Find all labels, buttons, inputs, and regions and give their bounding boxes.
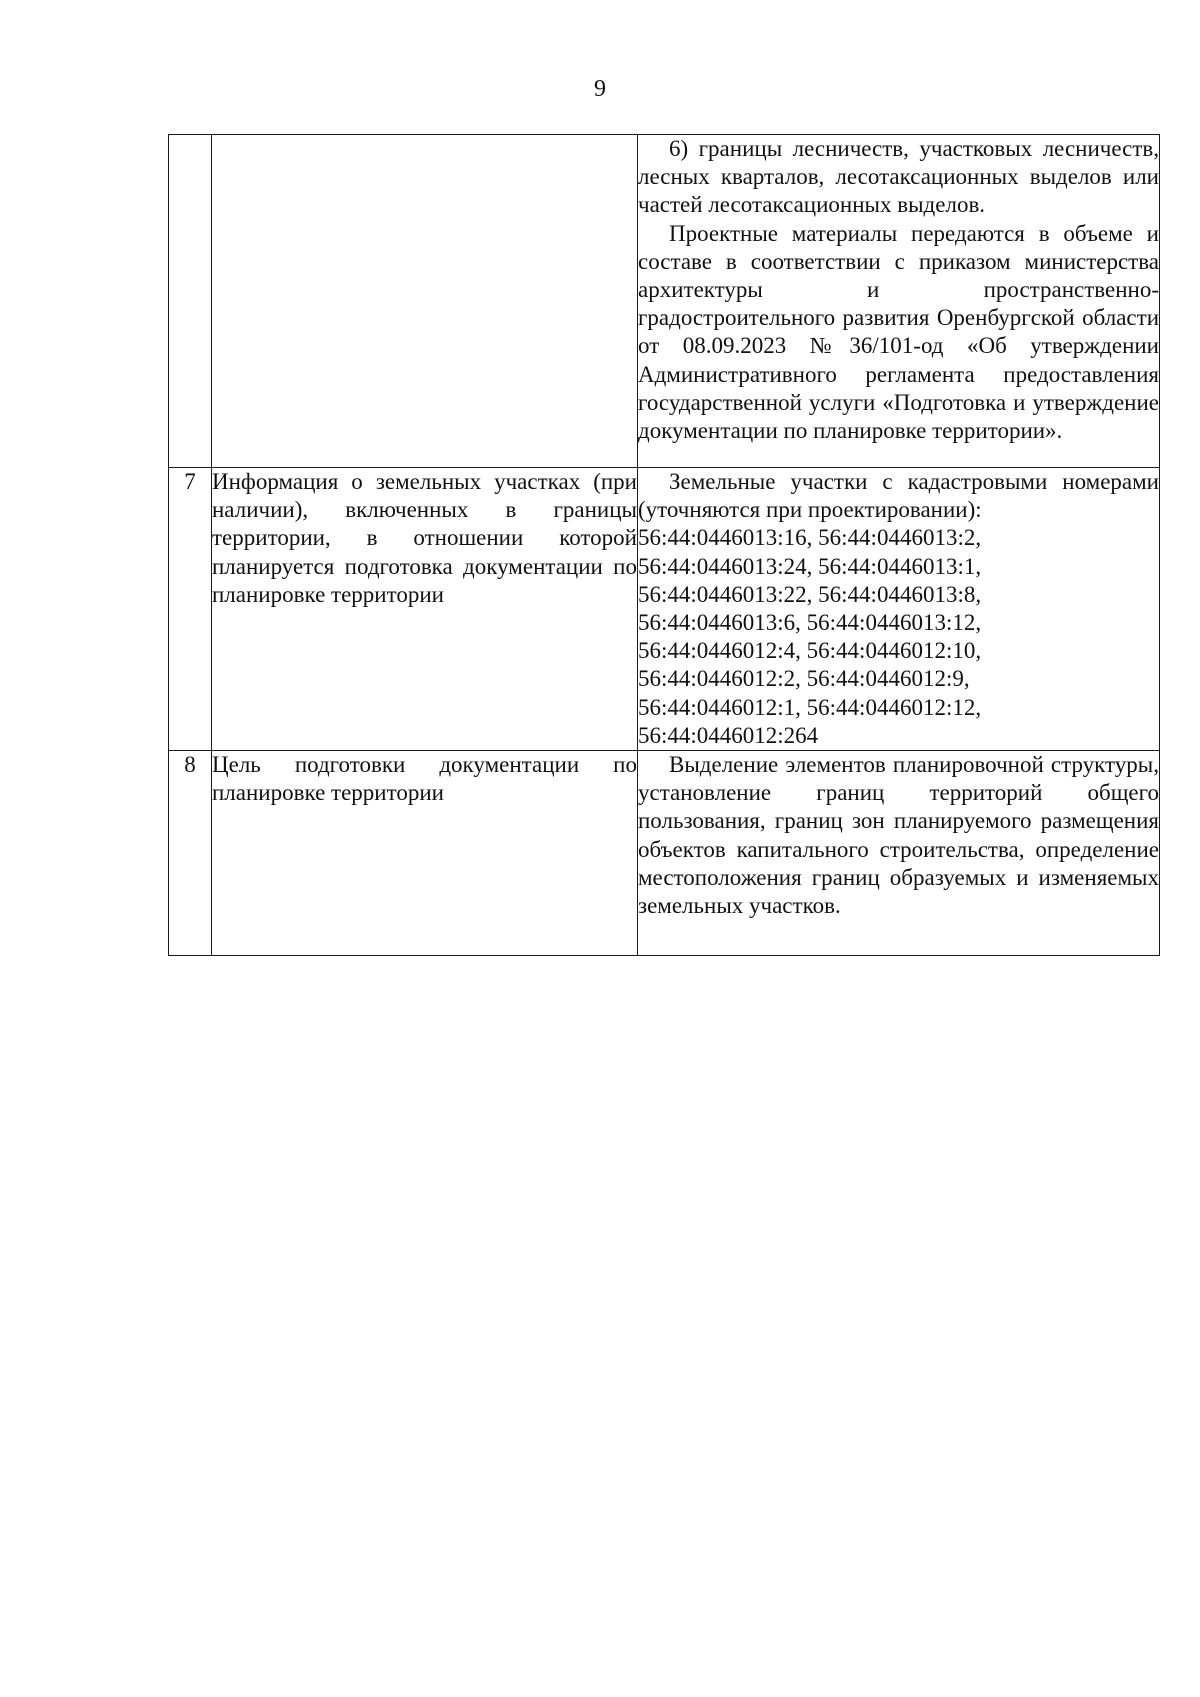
row-name-cell <box>212 468 638 751</box>
row-value-cell <box>638 135 1160 468</box>
row-name-cell <box>212 135 638 468</box>
table-row <box>169 751 1160 956</box>
cadastral-number-line: 56:44:0446013:16, 56:44:0446013:2, <box>638 525 982 551</box>
value-paragraph: Проектные материалы передаются в объеме и составе в соответствии с приказом министерства архитектуры и пространственно-градостроительного развития Оренбургской области от 08.09.2023 №36/101-од «Об утверждении Административного регламента предоставления государственной услуги «Подготовка и утверждение документации по планировке территории». <box>638 220 1159 444</box>
document-table <box>168 134 1160 956</box>
cadastral-number-line: 56:44:0446013:22, 56:44:0446013:8, <box>638 581 982 607</box>
row-number-cell: 8 <box>169 751 212 956</box>
cadastral-number-line: 56:44:0446012:264 <box>638 722 819 748</box>
row-value-cell <box>638 751 1160 956</box>
cadastral-number-line: 56:44:0446013:6, 56:44:0446013:12, <box>638 610 982 636</box>
row-name-text: Цель подготовки документации по планировке территории <box>212 752 637 806</box>
cadastral-number-line: 56:44:0446012:1, 56:44:0446012:12, <box>638 694 982 720</box>
page-number: 9 <box>594 76 606 102</box>
table-row <box>169 468 1160 751</box>
cadastral-number-line: 56:44:0446013:24, 56:44:0446013:1, <box>638 553 982 579</box>
value-paragraph: 6) границы лесничеств, участковых лесничеств, лесных кварталов, лесотаксационных выделов или частей лесотаксационных выделов. <box>638 136 1159 218</box>
cadastral-number-line: 56:44:0446012:4, 56:44:0446012:10, <box>638 638 982 664</box>
table-row <box>169 135 1160 468</box>
row-number-cell <box>169 135 212 468</box>
value-paragraph: Земельные участки с кадастровыми номерами (уточняются при проектировании): <box>638 469 1159 523</box>
row-name-text: Информация о земельных участках (при наличии), включенных в границы территории, в отношении которой планируется подготовка документации по планировке территории <box>212 469 637 607</box>
value-paragraph: Выделение элементов планировочной структуры, установление границ территорий общего пользования, границ зон планируемого размещения объектов капитального строительства, определение местоположения границ образуемых и изменяемых земельных участков. <box>638 752 1159 919</box>
cadastral-number-line: 56:44:0446012:2, 56:44:0446012:9, <box>638 666 970 692</box>
row-value-cell <box>638 468 1160 751</box>
row-name-cell <box>212 751 638 956</box>
row-number-cell: 7 <box>169 468 212 751</box>
